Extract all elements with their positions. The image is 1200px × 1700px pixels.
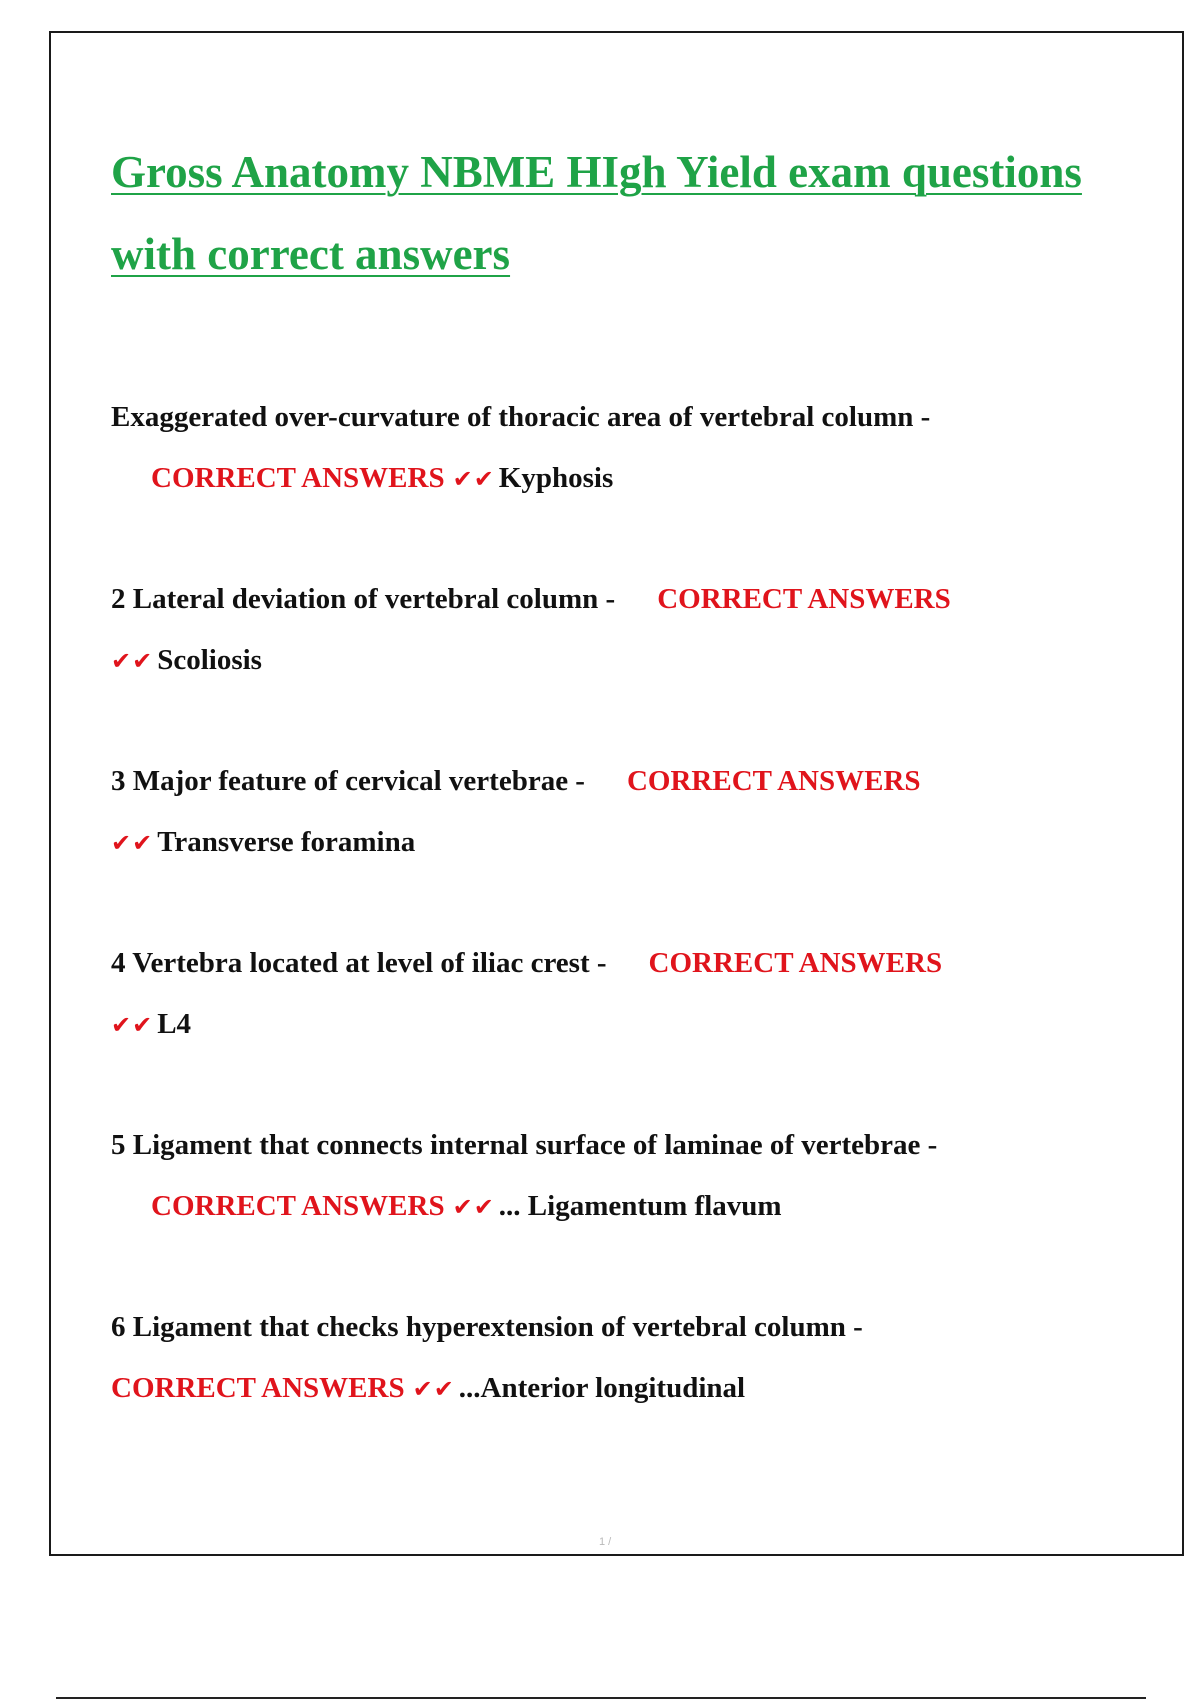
answer-line-5 <box>111 1176 1071 1238</box>
question-1: Exaggerated over-curvature of thoracic area of vertebral column - <box>111 401 931 433</box>
answer-line-3 <box>111 812 1071 874</box>
answer-4: L4 <box>157 1008 192 1040</box>
correct-answers-label: CORRECT ANSWERS <box>657 583 951 615</box>
correct-answers-label: CORRECT ANSWERS <box>648 947 943 979</box>
answer-line-4 <box>111 994 1071 1056</box>
answer-5: ... Ligamentum flavum <box>498 1190 782 1222</box>
question-3: 3 Major feature of cervical vertebrae - <box>111 765 585 797</box>
double-check-icon: ✔✔ <box>111 647 154 675</box>
answer-line-2 <box>111 630 1071 692</box>
answer-line-1 <box>111 448 1071 510</box>
answer-1: Kyphosis <box>498 462 614 494</box>
document-title: Gross Anatomy NBME HIgh Yield exam questions with correct answers <box>111 147 1082 279</box>
correct-answers-label: CORRECT ANSWERS <box>151 462 445 494</box>
question-2: 2 Lateral deviation of vertebral column - <box>111 583 616 615</box>
qa-item-6 <box>111 1297 1071 1420</box>
correct-answers-label: CORRECT ANSWERS <box>151 1190 445 1222</box>
question-line-4 <box>111 933 1071 994</box>
page-number: 1 / <box>599 1536 612 1548</box>
page-frame <box>49 31 1184 1556</box>
question-line-3 <box>111 751 1071 812</box>
answer-3: Transverse foramina <box>157 826 416 858</box>
qa-item-3 <box>111 751 1071 874</box>
double-check-icon: ✔✔ <box>111 829 154 857</box>
answer-2: Scoliosis <box>157 644 262 676</box>
qa-item-4 <box>111 933 1071 1056</box>
answer-line-6 <box>111 1358 1071 1420</box>
question-4: 4 Vertebra located at level of iliac crest - <box>111 947 607 979</box>
answer-6: ...Anterior longitudinal <box>458 1372 746 1404</box>
qa-item-1 <box>111 387 1071 510</box>
question-5: 5 Ligament that connects internal surface of laminae of vertebrae - <box>111 1129 938 1161</box>
double-check-icon: ✔✔ <box>452 465 495 493</box>
qa-item-2 <box>111 569 1071 692</box>
correct-answers-label: CORRECT ANSWERS <box>111 1372 405 1404</box>
footer-divider <box>56 1697 1146 1699</box>
question-6: 6 Ligament that checks hyperextension of vertebral column - <box>111 1311 863 1343</box>
question-line-2 <box>111 569 1071 630</box>
correct-answers-label: CORRECT ANSWERS <box>626 765 921 797</box>
double-check-icon: ✔✔ <box>412 1375 455 1403</box>
double-check-icon: ✔✔ <box>111 1011 154 1039</box>
qa-item-5 <box>111 1115 1071 1238</box>
double-check-icon: ✔✔ <box>452 1193 495 1221</box>
